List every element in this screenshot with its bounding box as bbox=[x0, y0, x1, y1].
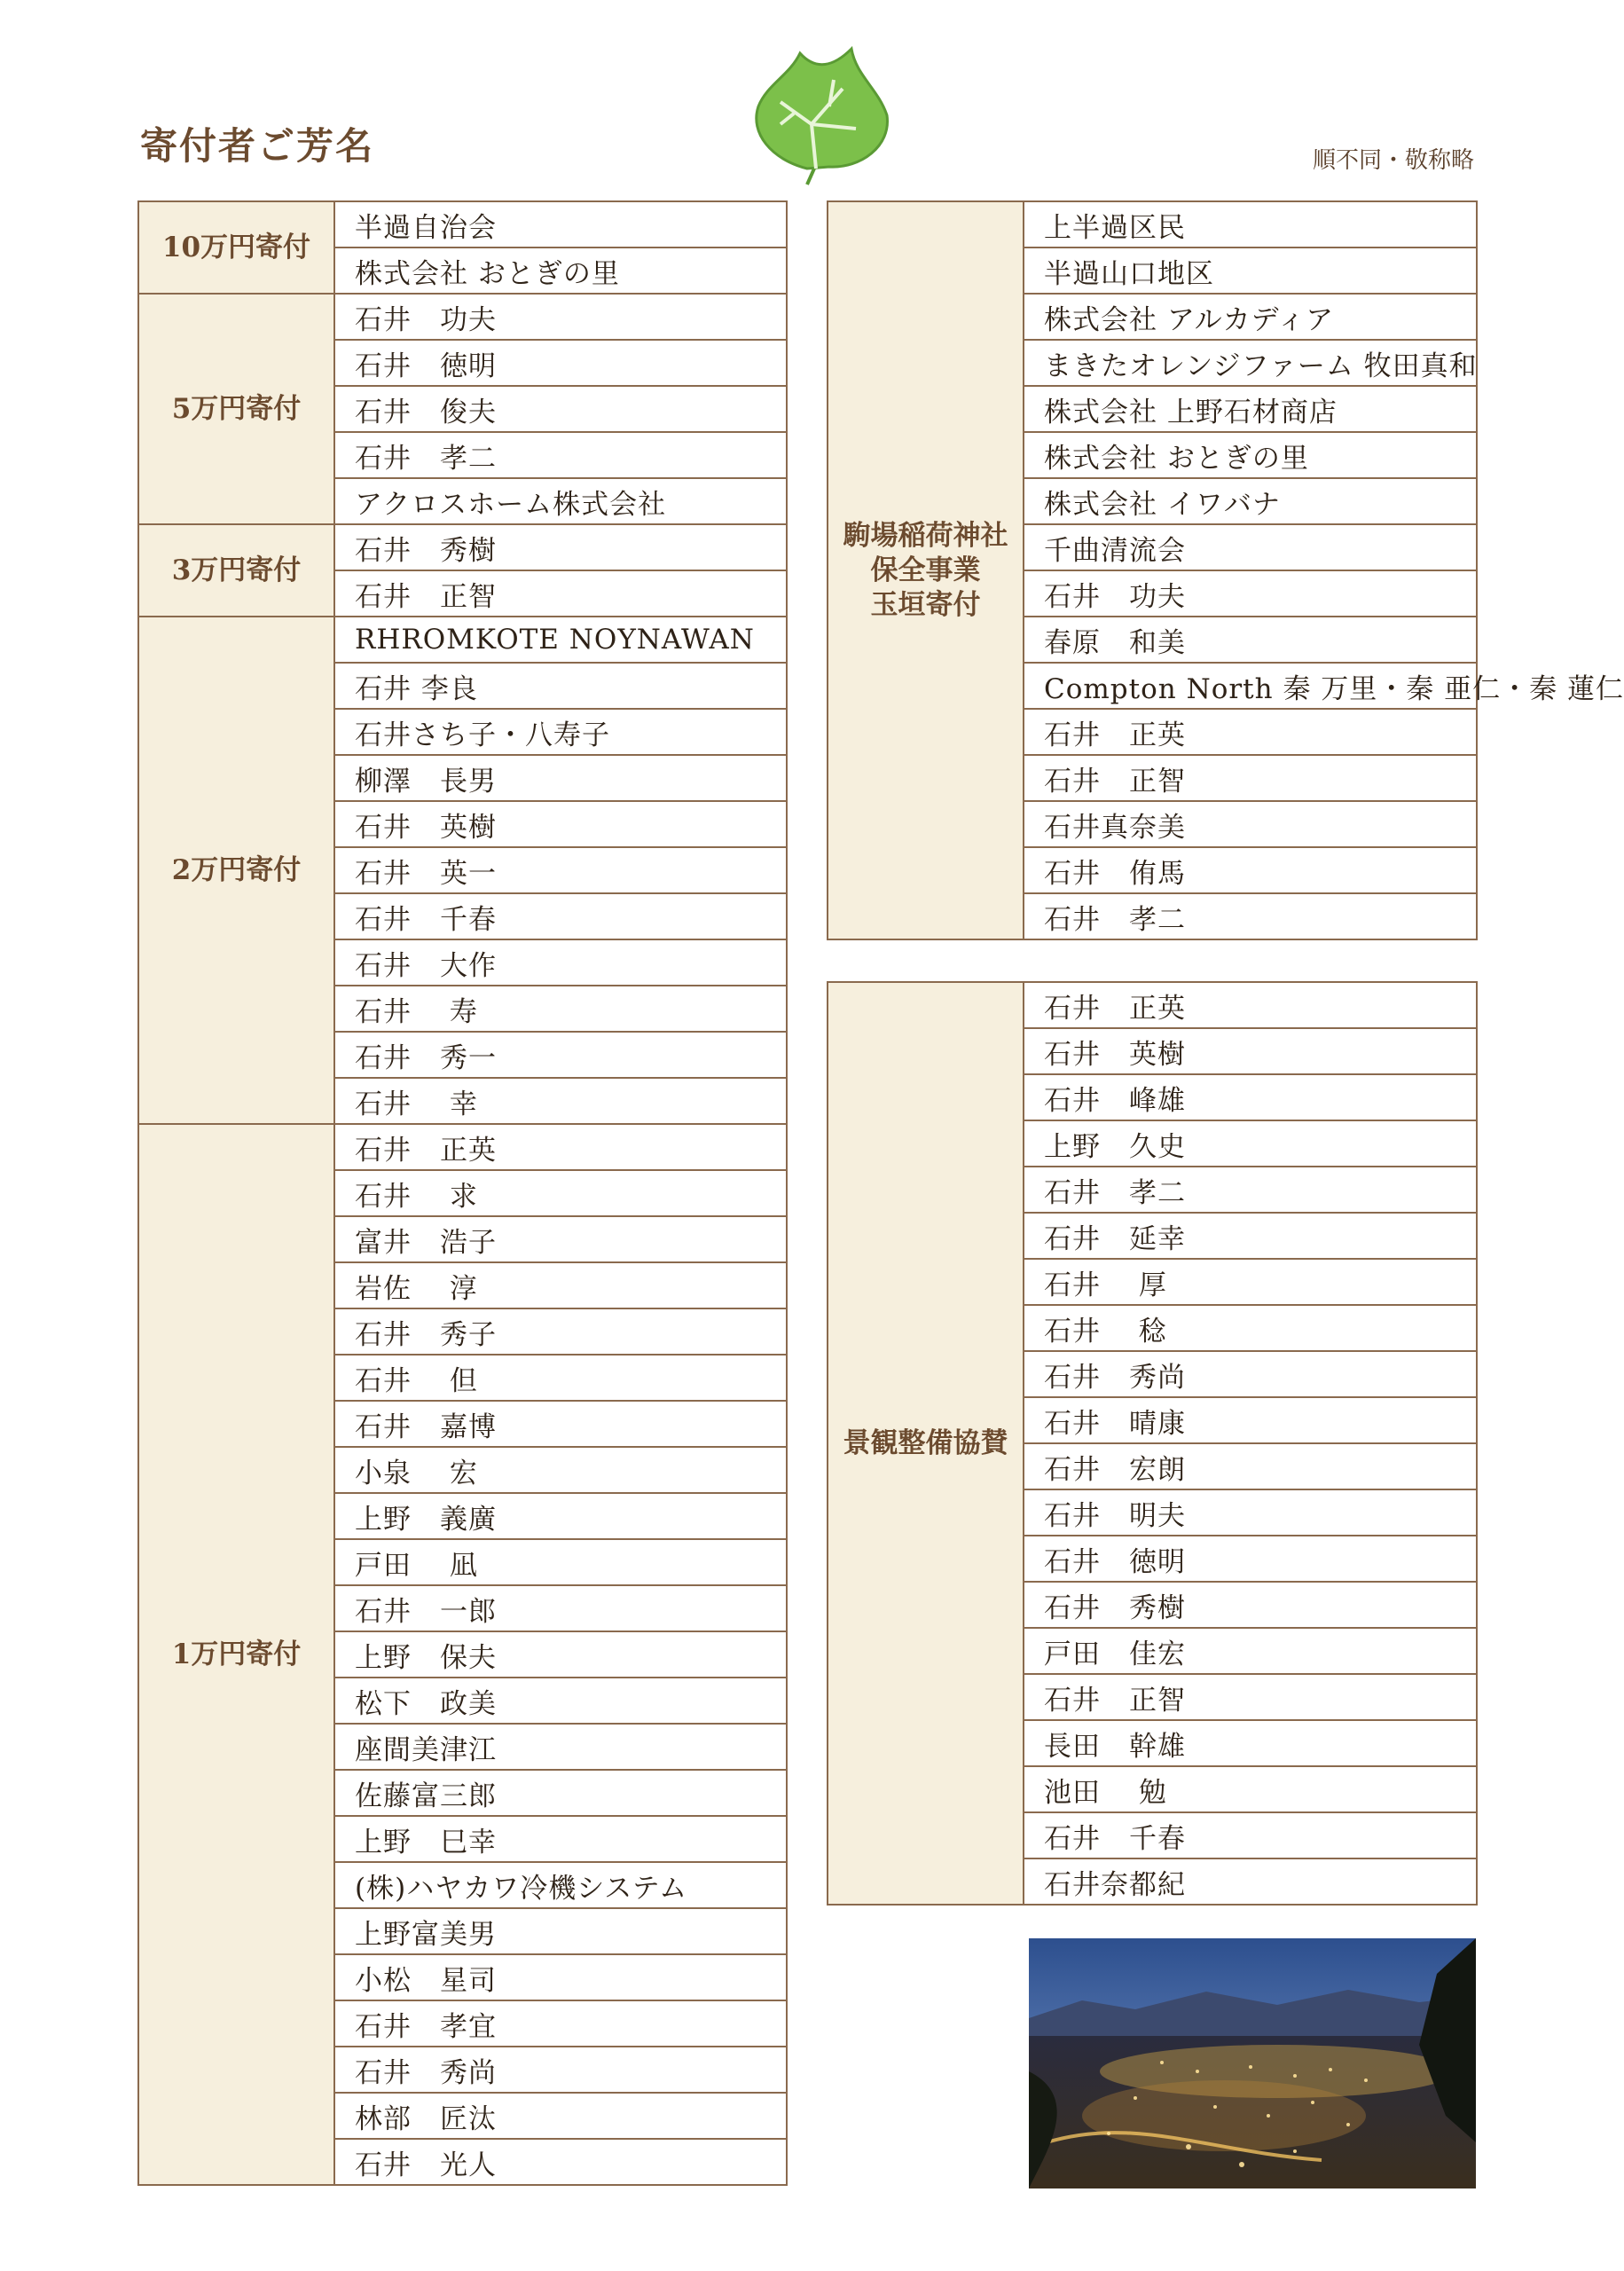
donor-name: 株式会社 おとぎの里 bbox=[1024, 432, 1477, 478]
donor-name: 石井 英樹 bbox=[334, 801, 787, 847]
night-city-photo bbox=[1029, 1938, 1476, 2188]
donor-name: 上半過区民 bbox=[1024, 201, 1477, 248]
donor-name: 半過自治会 bbox=[334, 201, 787, 248]
donor-name: 石井 功夫 bbox=[334, 294, 787, 340]
donor-name: 石井 正英 bbox=[1024, 709, 1477, 755]
donor-name: 長田 幹雄 bbox=[1024, 1720, 1477, 1766]
donation-category: 景観整備協賛 bbox=[828, 982, 1024, 1905]
table-row bbox=[138, 617, 787, 663]
donation-category: 1万円寄付 bbox=[138, 1124, 334, 2185]
table-row bbox=[138, 201, 787, 248]
donor-name: 上野 義廣 bbox=[334, 1493, 787, 1539]
donation-category: 2万円寄付 bbox=[138, 617, 334, 1124]
donor-name: 松下 政美 bbox=[334, 1678, 787, 1724]
donation-category: 10万円寄付 bbox=[138, 201, 334, 294]
donor-name: 株式会社 アルカディア bbox=[1024, 294, 1477, 340]
donor-name: 石井 秀尚 bbox=[1024, 1351, 1477, 1397]
donor-name: 石井 求 bbox=[334, 1170, 787, 1216]
donor-name: 石井 明夫 bbox=[1024, 1489, 1477, 1536]
donor-name: 石井 正智 bbox=[1024, 1674, 1477, 1720]
donor-name: まきたオレンジファーム 牧田真和 bbox=[1024, 340, 1477, 386]
donation-category: 駒場稲荷神社 保全事業 玉垣寄付 bbox=[828, 201, 1024, 939]
donor-name: 株式会社 イワバナ bbox=[1024, 478, 1477, 524]
donor-name: 上野富美男 bbox=[334, 1908, 787, 1954]
donor-name: 石井 徳明 bbox=[1024, 1536, 1477, 1582]
table-row bbox=[828, 982, 1477, 1028]
donor-name: 石井 正智 bbox=[1024, 755, 1477, 801]
donor-name: 石井 秀樹 bbox=[1024, 1582, 1477, 1628]
donor-name: 石井 孝二 bbox=[1024, 893, 1477, 939]
donor-name: 石井 孝二 bbox=[1024, 1167, 1477, 1213]
page-title: 寄付者ご芳名 bbox=[140, 124, 375, 168]
donor-name: 石井 秀尚 bbox=[334, 2047, 787, 2093]
donor-name: 半過山口地区 bbox=[1024, 248, 1477, 294]
donor-name: 石井 宏朗 bbox=[1024, 1443, 1477, 1489]
donor-name: 石井 光人 bbox=[334, 2139, 787, 2185]
donor-name: 石井 俊夫 bbox=[334, 386, 787, 432]
donation-category: 5万円寄付 bbox=[138, 294, 334, 524]
table-row bbox=[828, 201, 1477, 248]
donor-name: 石井 孝宜 bbox=[334, 2000, 787, 2047]
donor-name: 上野 保夫 bbox=[334, 1631, 787, 1678]
donor-name: 石井 千春 bbox=[1024, 1812, 1477, 1858]
donor-name: 石井 徳明 bbox=[334, 340, 787, 386]
donor-name: 石井 但 bbox=[334, 1355, 787, 1401]
donor-name: Compton North 秦 万里・秦 亜仁・秦 蓮仁 bbox=[1024, 663, 1477, 709]
donor-name: 石井 英樹 bbox=[1024, 1028, 1477, 1074]
donor-name: 石井 稔 bbox=[1024, 1305, 1477, 1351]
donor-name: 岩佐 淳 bbox=[334, 1262, 787, 1308]
donor-name: RHROMKOTE NOYNAWAN bbox=[334, 617, 787, 663]
donor-name: 富井 浩子 bbox=[334, 1216, 787, 1262]
donor-name: 石井 侑馬 bbox=[1024, 847, 1477, 893]
donor-name: 石井 晴康 bbox=[1024, 1397, 1477, 1443]
donor-name: 石井 幸 bbox=[334, 1078, 787, 1124]
donor-name: 石井 正智 bbox=[334, 570, 787, 617]
donor-name: 戸田 凪 bbox=[334, 1539, 787, 1585]
donor-name: 石井 厚 bbox=[1024, 1259, 1477, 1305]
donor-name: 石井 正英 bbox=[334, 1124, 787, 1170]
page-note: 順不同・敬称略 bbox=[1313, 147, 1475, 174]
donor-name: 株式会社 おとぎの里 bbox=[334, 248, 787, 294]
donor-name: 林部 匠汰 bbox=[334, 2093, 787, 2139]
donor-name: 石井 英一 bbox=[334, 847, 787, 893]
donor-name: 石井 延幸 bbox=[1024, 1213, 1477, 1259]
donor-name: 柳澤 長男 bbox=[334, 755, 787, 801]
donor-name: 株式会社 上野石材商店 bbox=[1024, 386, 1477, 432]
donor-name: 石井 嘉博 bbox=[334, 1401, 787, 1447]
donation-category: 3万円寄付 bbox=[138, 524, 334, 617]
donor-name: 石井 大作 bbox=[334, 939, 787, 986]
donor-name: 石井真奈美 bbox=[1024, 801, 1477, 847]
donor-name: 石井さち子・八寿子 bbox=[334, 709, 787, 755]
donor-table-landscape bbox=[827, 981, 1478, 1906]
donor-name: 池田 勉 bbox=[1024, 1766, 1477, 1812]
donor-name: 戸田 佳宏 bbox=[1024, 1628, 1477, 1674]
donor-name: 佐藤富三郎 bbox=[334, 1770, 787, 1816]
donor-name: 上野 久史 bbox=[1024, 1120, 1477, 1167]
donor-name: 上野 巳幸 bbox=[334, 1816, 787, 1862]
donor-name: アクロスホーム株式会社 bbox=[334, 478, 787, 524]
donor-name: 石井 孝二 bbox=[334, 432, 787, 478]
donor-name: 石井 功夫 bbox=[1024, 570, 1477, 617]
table-row bbox=[138, 1124, 787, 1170]
donor-name: 石井 秀子 bbox=[334, 1308, 787, 1355]
donor-name: 石井 秀一 bbox=[334, 1032, 787, 1078]
donor-name: 石井 一郎 bbox=[334, 1585, 787, 1631]
donor-name: 石井 寿 bbox=[334, 986, 787, 1032]
table-row bbox=[138, 294, 787, 340]
leaf-icon bbox=[745, 35, 896, 186]
donor-name: 石井 正英 bbox=[1024, 982, 1477, 1028]
donor-name: 小松 星司 bbox=[334, 1954, 787, 2000]
donor-name: 石井 李良 bbox=[334, 663, 787, 709]
donor-name: (株)ハヤカワ冷機システム bbox=[334, 1862, 787, 1908]
donor-name: 石井奈都紀 bbox=[1024, 1858, 1477, 1905]
donor-name: 石井 秀樹 bbox=[334, 524, 787, 570]
donor-table-shrine bbox=[827, 200, 1624, 940]
table-row bbox=[138, 524, 787, 570]
donor-name: 座間美津江 bbox=[334, 1724, 787, 1770]
donor-name: 春原 和美 bbox=[1024, 617, 1477, 663]
donor-name: 千曲清流会 bbox=[1024, 524, 1477, 570]
donor-name: 石井 峰雄 bbox=[1024, 1074, 1477, 1120]
donor-name: 小泉 宏 bbox=[334, 1447, 787, 1493]
donor-name: 石井 千春 bbox=[334, 893, 787, 939]
donor-table-left bbox=[137, 200, 788, 2186]
